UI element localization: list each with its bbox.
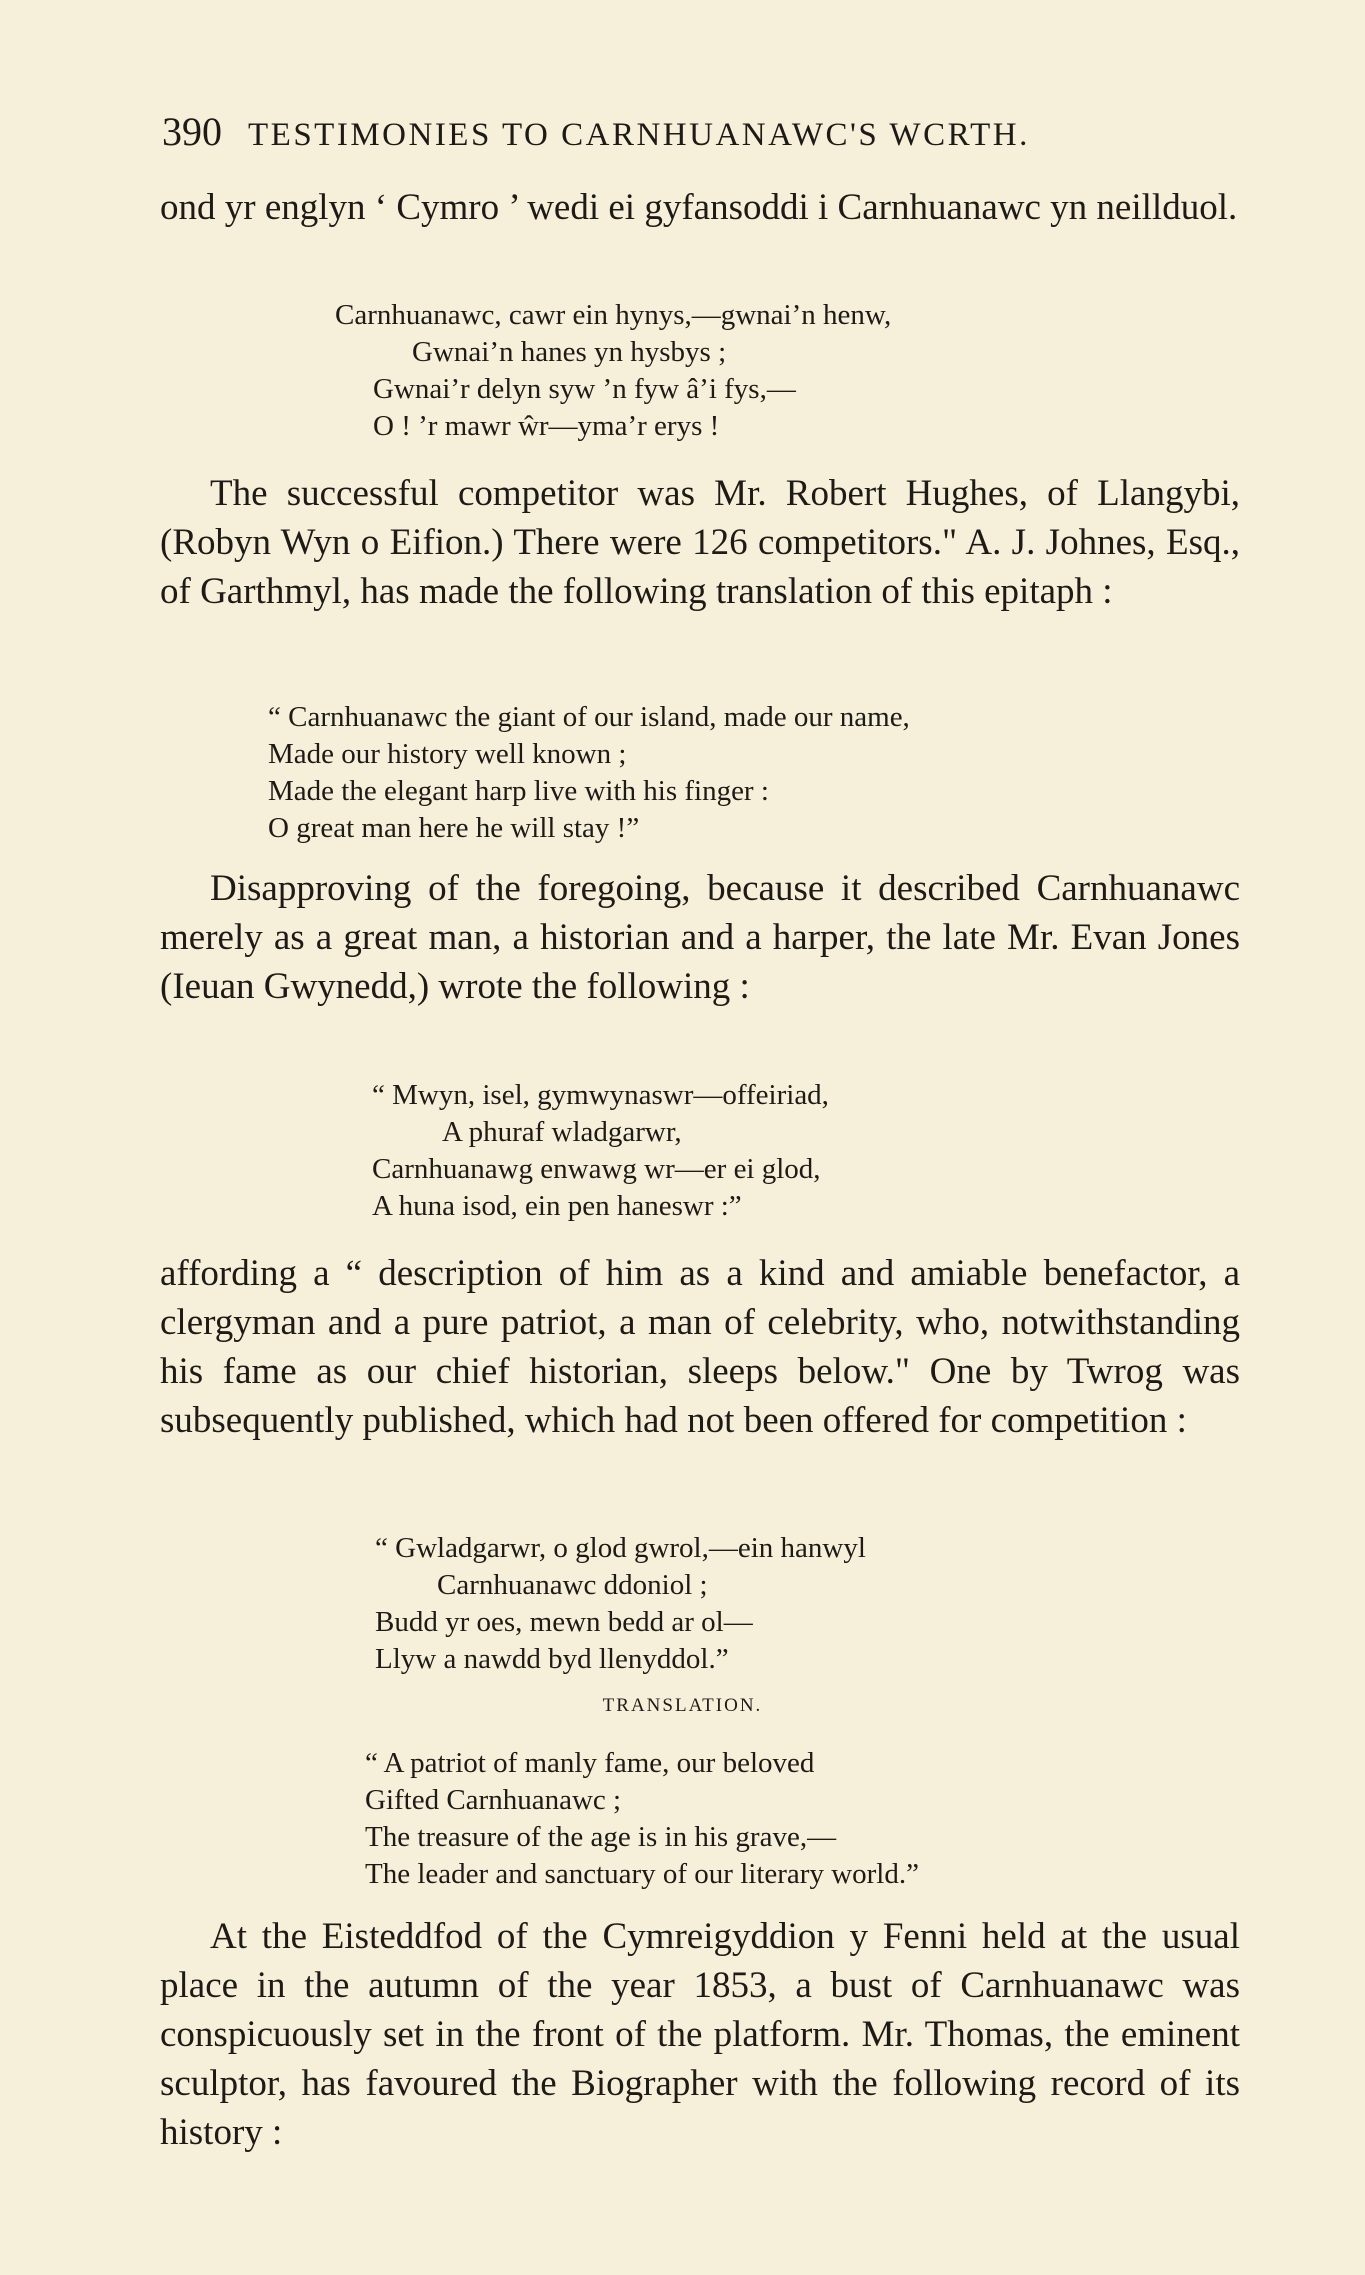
verse-line: Carnhuanawc ddoniol ;	[437, 1569, 708, 1601]
verse-line: Gifted Carnhuanawc ;	[365, 1784, 622, 1816]
paragraph-3: Disapproving of the foregoing, because it described Carnhuanawc merely as a great man, a historian and a harper, the late Mr. Evan Jones (Ieuan Gwynedd,) wrote the following :	[160, 868, 1240, 1007]
verse-line: Made the elegant harp live with his finger :	[268, 775, 769, 807]
verse-line: “ Carnhuanawc the giant of our island, made our name,	[268, 701, 910, 733]
verse-line: The leader and sanctuary of our literary world.”	[365, 1858, 919, 1890]
verse-english-translation	[268, 699, 910, 847]
running-title: TESTIMONIES TO CARNHUANAWC'S WCRTH.	[248, 117, 1030, 153]
verse-line: A phuraf wladgarwr,	[442, 1116, 682, 1148]
paragraph-5: At the Eisteddfod of the Cymreigyddion y Fenni held at the usual place in the autumn of the year 1853, a bust of Carnhuanawc was conspicuously set in the front of the platform. Mr. Thomas, the eminent sculptor, has favoured the Biographer with the following record of its history :	[160, 1916, 1240, 2153]
verse-line: Made our history well known ;	[268, 738, 627, 770]
verse-line: A huna isod, ein pen haneswr :”	[372, 1190, 742, 1222]
verse-line: “ Gwladgarwr, o glod gwrol,—ein hanwyl	[375, 1532, 866, 1564]
verse-line: “ Mwyn, isel, gymwynaswr—offeiriad,	[372, 1079, 829, 1111]
page-number: 390	[162, 109, 222, 154]
verse-line: Carnhuanawc, cawr ein hynys,—gwnai’n henw,	[335, 299, 892, 331]
paragraph-4: affording a “ description of him as a kind and amiable benefactor, a clergyman and a pure patriot, a man of celebrity, who, notwithstanding his fame as our chief historian, sleeps below." One by Twrog was subsequently published, which had not been offered for competition :	[160, 1253, 1240, 1441]
paragraph-1: ond yr englyn ‘ Cymro ’ wedi ei gyfansoddi i Carnhuanawc yn neillduol.	[160, 187, 1238, 228]
verse-line: Llyw a nawdd byd llenyddol.”	[375, 1643, 729, 1675]
paragraph-2: The successful competitor was Mr. Robert Hughes, of Llangybi, (Robyn Wyn o Eifion.) There were 126 competitors." A. J. Johnes, Esq., of Garthmyl, has made the following translation of this epitaph :	[160, 473, 1240, 612]
verse-line: Budd yr oes, mewn bedd ar ol—	[375, 1606, 753, 1638]
verse-line: “ A patriot of manly fame, our beloved	[365, 1747, 815, 1779]
verse-line: Gwnai’r delyn syw ’n fyw â’i fys,—	[373, 373, 796, 405]
verse-line: O great man here he will stay !”	[268, 812, 640, 844]
verse-ieuan-gwynedd	[372, 1077, 829, 1225]
verse-welsh-epitaph	[335, 297, 891, 445]
verse-line: The treasure of the age is in his grave,—	[365, 1821, 837, 1853]
verse-line: O ! ’r mawr ŵr—yma’r erys !	[373, 410, 720, 442]
verse-twrog	[375, 1530, 866, 1678]
running-header	[162, 108, 1242, 155]
verse-line: Carnhuanawg enwawg wr—er ei glod,	[372, 1153, 821, 1185]
verse-twrog-translation	[365, 1745, 919, 1893]
translation-heading: TRANSLATION.	[602, 1695, 763, 1716]
verse-line: Gwnai’n hanes yn hysbys ;	[412, 336, 727, 368]
